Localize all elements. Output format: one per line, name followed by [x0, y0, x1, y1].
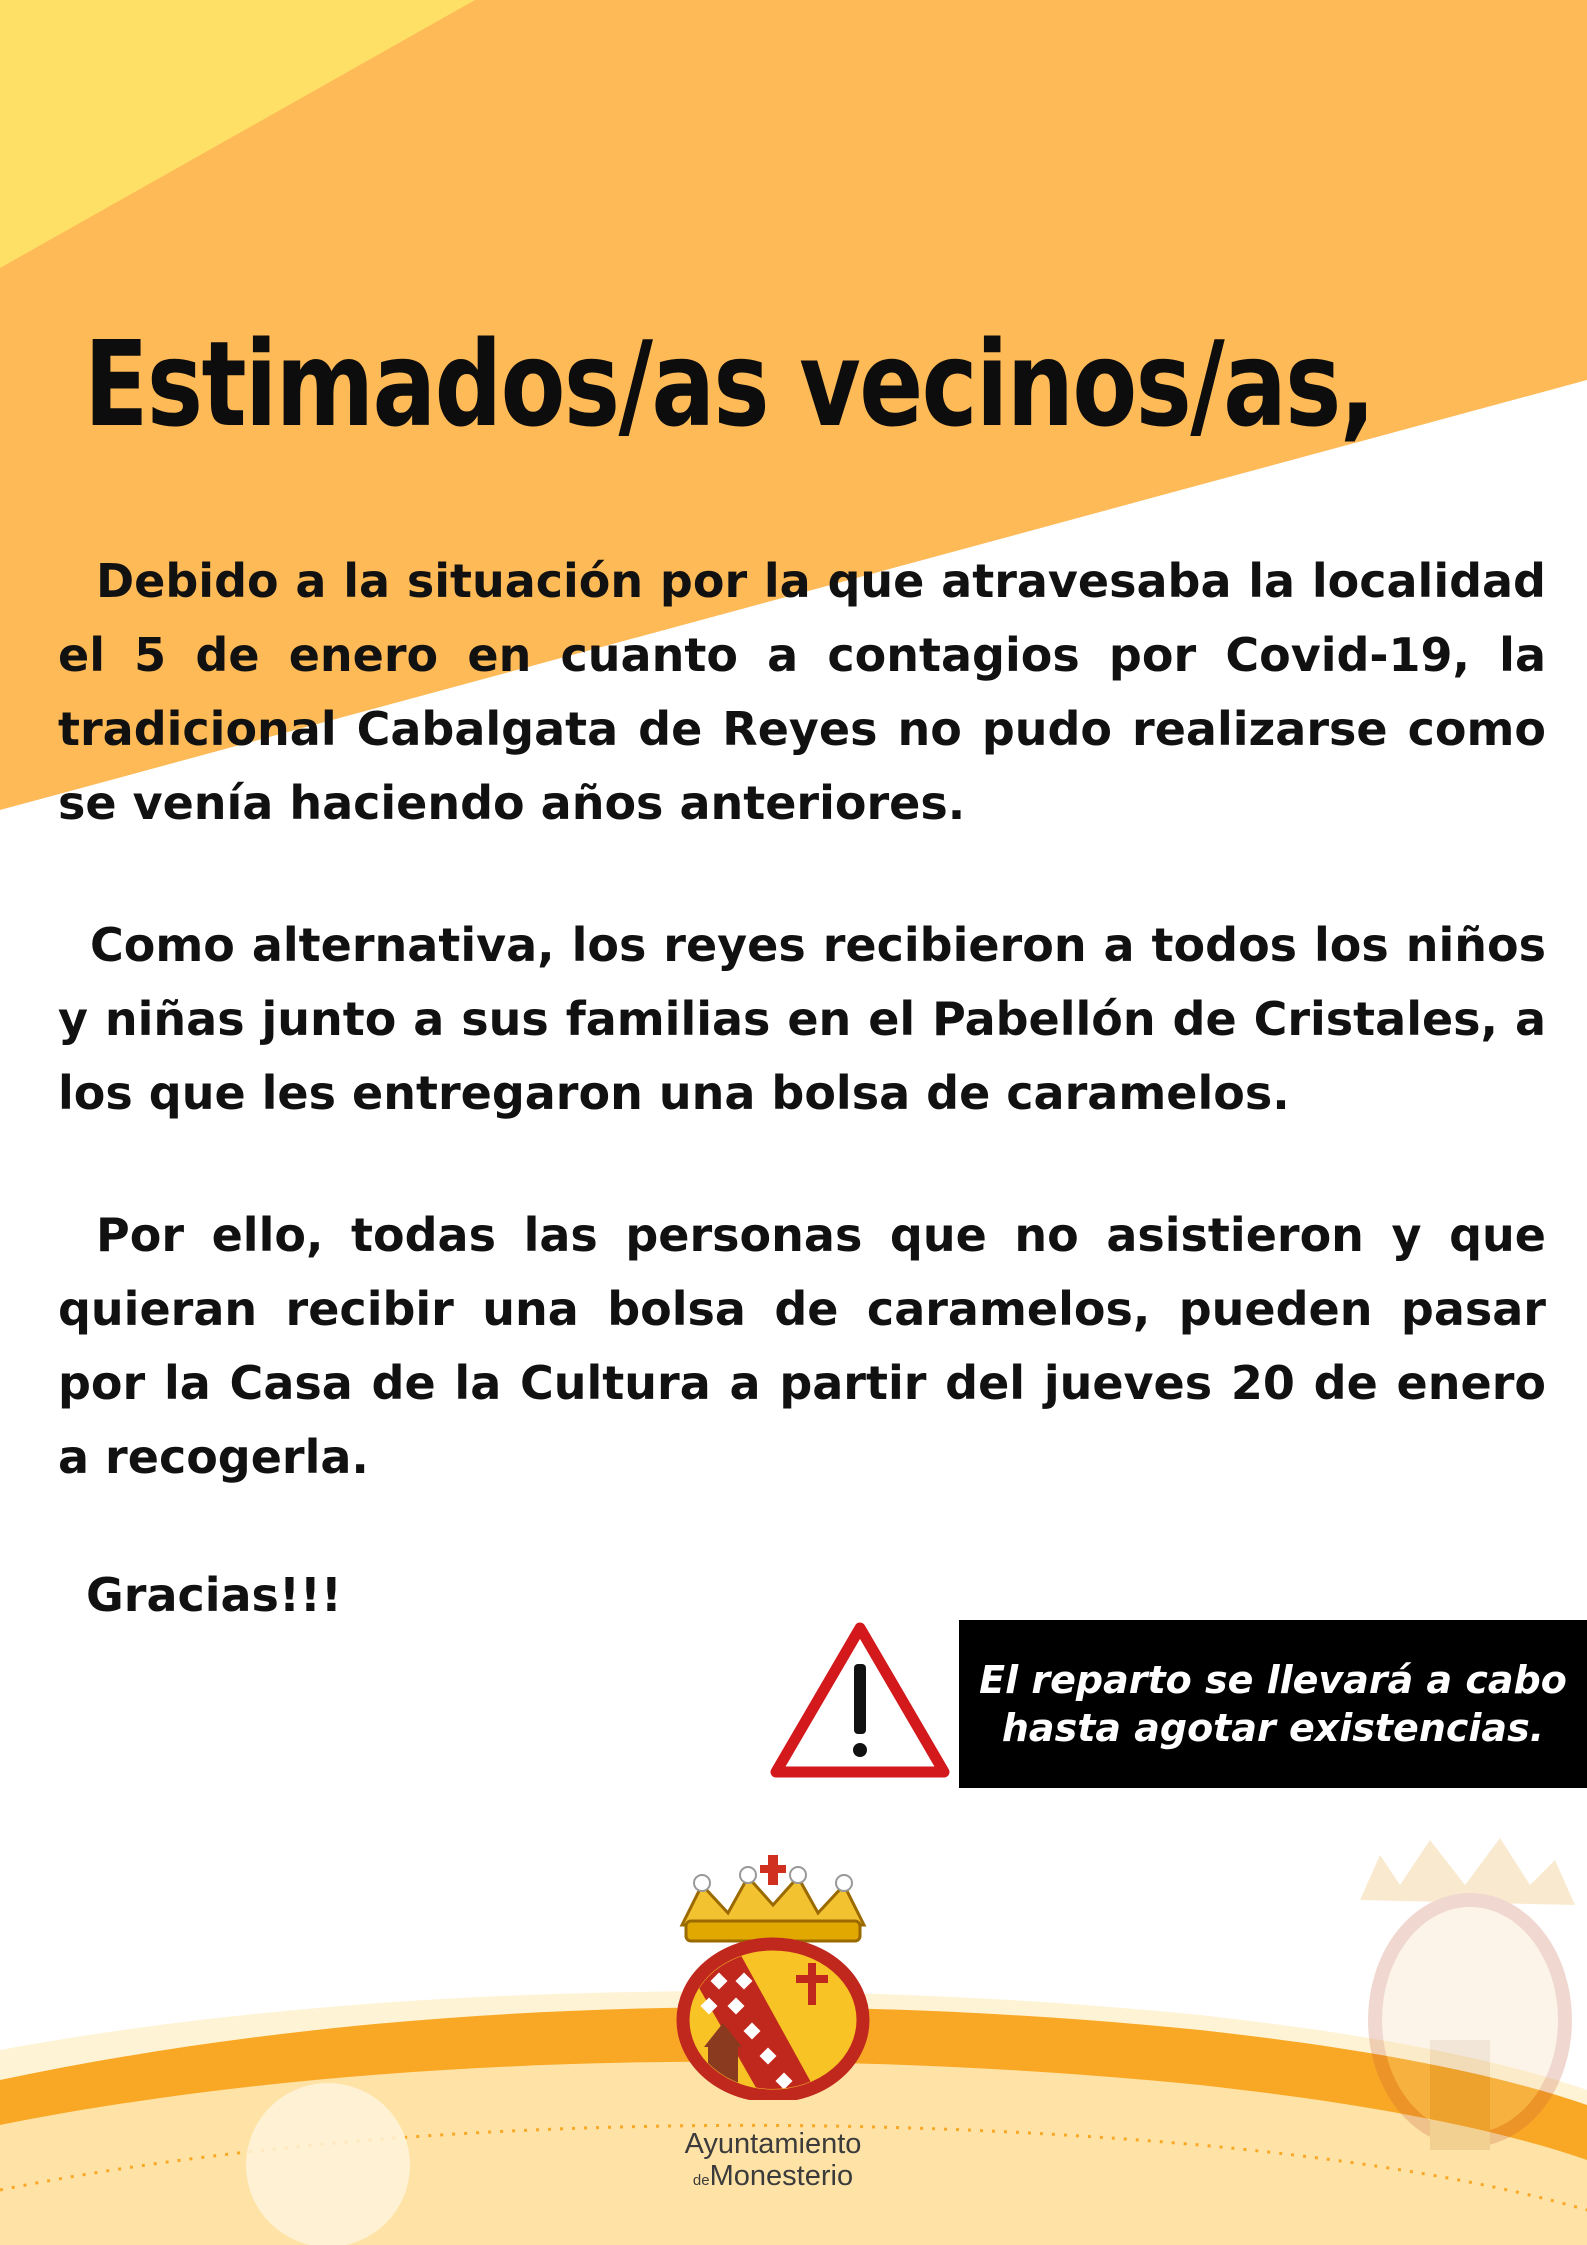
body-paragraph-1: Debido a la situación por la que atravesaba la localidad el 5 de enero en cuanto a contagios por Covid-19, la tradicional Cabalgata de Reyes no pudo realizarse como se venía haciendo años anteriores.	[58, 554, 1546, 830]
logo-line-2: Monesterio	[709, 2160, 854, 2192]
body-paragraph-3: Por ello, todas las personas que no asistieron y que quieran recibir una bolsa de caramelos, pueden pasar por la Casa de la Cultura a partir del jueves 20 de enero a recogerla.	[58, 1208, 1546, 1484]
coat-of-arms-icon	[668, 1855, 878, 2100]
footer-circle	[246, 2083, 410, 2245]
page-title: Estimados/as vecinos/as,	[84, 315, 1375, 453]
warning-triangle-icon	[768, 1618, 952, 1780]
notice-text: El reparto se llevará a cabo hasta agotar existencias.	[979, 1658, 1567, 1750]
body-paragraph-2: Como alternativa, los reyes recibieron a todos los niños y niñas junto a sus familias en el Pabellón de Cristales, a los que les entregaron una bolsa de caramelos.	[58, 918, 1546, 1120]
closing-text: Gracias!!!	[86, 1568, 342, 1622]
notice-box	[959, 1620, 1587, 1788]
logo-line-1: Ayuntamiento	[684, 2128, 862, 2160]
logo-de: de	[692, 2172, 710, 2189]
logo-name	[640, 2128, 906, 2193]
